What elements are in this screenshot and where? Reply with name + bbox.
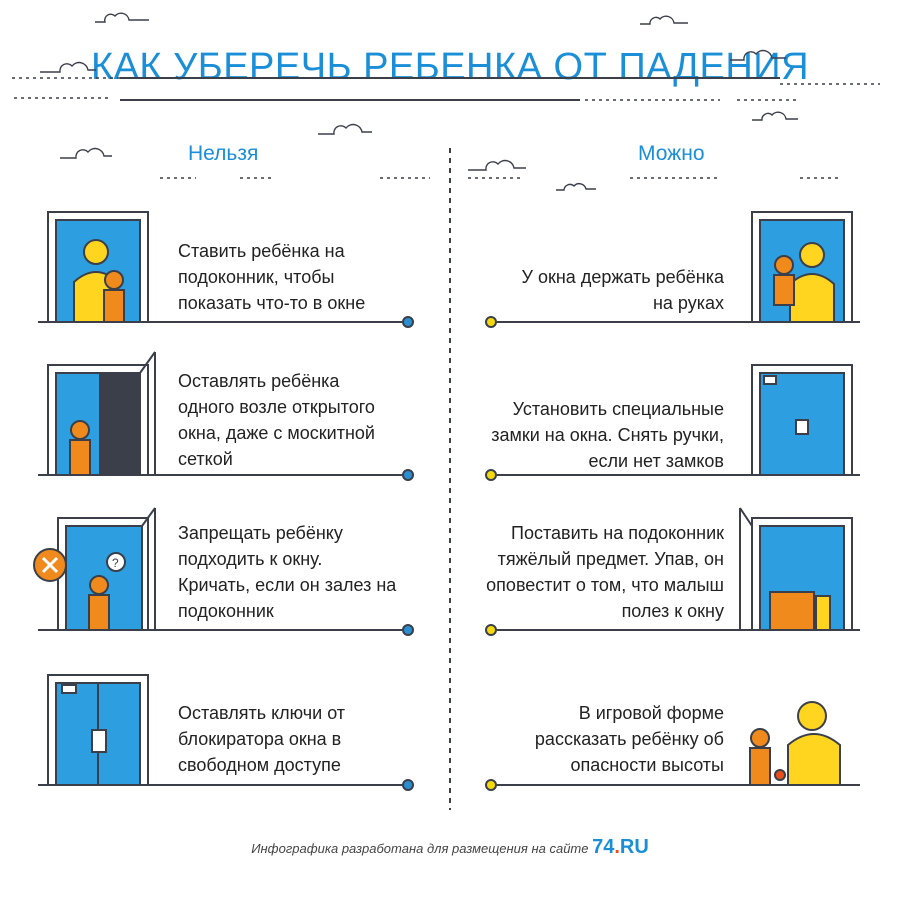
bullet-yellow-icon <box>486 317 496 327</box>
do-item-text-4: В игровой форме рассказать ребёнку об опасности высоты <box>534 703 724 775</box>
cloud-icon <box>556 184 596 190</box>
cloud-icon <box>318 124 372 134</box>
bullet-yellow-icon <box>486 625 496 635</box>
cloud-decorations <box>40 13 798 190</box>
dont-item-text-4: Оставлять ключи от блокиратора окна в свободном доступе <box>178 703 346 775</box>
logo-main: 74 <box>592 836 615 858</box>
site-logo[interactable] <box>592 836 649 858</box>
logo-dot: . <box>614 836 620 858</box>
cloud-icon <box>752 112 798 120</box>
svg-text:?: ? <box>112 556 119 570</box>
footer-text: Инфографика разработана для размещения на сайте <box>251 841 589 856</box>
window-heavy-object-icon <box>740 508 852 630</box>
dont-item-text-2: Оставлять ребёнка одного возле открытого окна, даже с москитной сеткой <box>178 371 375 469</box>
footer <box>0 836 900 859</box>
bullet-blue-icon <box>403 625 413 635</box>
page-title: КАК УБЕРЕЧЬ РЕБЕНКА ОТ ПАДЕНИЯ <box>90 46 810 88</box>
bullet-blue-icon <box>403 470 413 480</box>
cloud-icon <box>40 62 96 72</box>
mother-talking-child-icon <box>750 702 840 785</box>
window-holding-child-icon <box>752 212 852 322</box>
logo-suffix: RU <box>619 836 649 858</box>
do-item-text-3: Поставить на подоконник тяжёлый предмет. Упав, он оповестит о том, что малыш полез к окну <box>486 523 724 621</box>
window-lock-icon <box>752 365 852 475</box>
dont-item-text-3: Запрещать ребёнку подходить к окну. Кричать, если он залез на подоконник <box>178 523 397 621</box>
window-key-lock-icon <box>48 675 148 785</box>
dont-item-text-1: Ставить ребёнка на подоконник, чтобы показать что-то в окне <box>178 241 366 313</box>
bullet-yellow-icon <box>486 780 496 790</box>
cloud-icon <box>60 148 112 158</box>
cloud-icon <box>640 16 688 24</box>
bullet-blue-icon <box>403 780 413 790</box>
cloud-icon <box>468 160 526 170</box>
window-open-net-icon <box>48 352 155 475</box>
cloud-icon <box>95 13 149 22</box>
do-item-text-2: Установить специальные замки на окна. Снять ручки, если нет замков <box>491 399 724 471</box>
bullet-blue-icon <box>403 317 413 327</box>
dash-decorations <box>12 78 880 178</box>
window-mother-child-icon <box>48 212 148 322</box>
window-shouting-icon <box>34 508 155 630</box>
cloud-icon <box>730 50 786 60</box>
column-heading-dont: Нельзя <box>188 142 259 165</box>
column-heading-do: Можно <box>638 142 705 165</box>
do-item-text-1: У окна держать ребёнка на руках <box>521 267 724 313</box>
